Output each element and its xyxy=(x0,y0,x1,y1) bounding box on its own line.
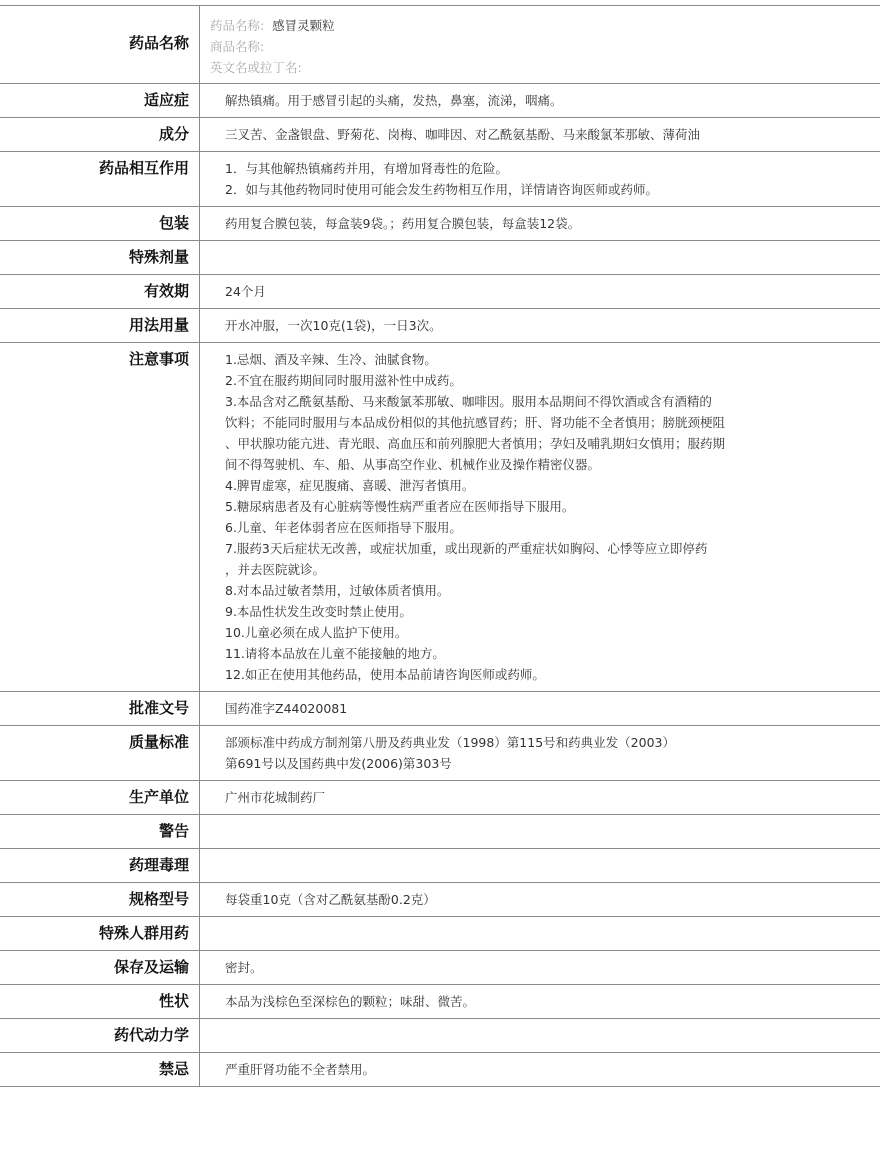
table-row xyxy=(0,726,880,781)
row-label: 性状 xyxy=(0,985,200,1018)
table-row xyxy=(0,815,880,849)
table-row xyxy=(0,275,880,309)
value-line: 三叉苦、金盏银盘、野菊花、岗梅、咖啡因、对乙酰氨基酚、马来酸氯苯那敏、薄荷油 xyxy=(225,127,701,142)
table-row xyxy=(0,343,880,692)
table-row xyxy=(0,781,880,815)
value-line: 2．如与其他药物同时使用可能会发生药物相互作用，详情请咨询医师或药师。 xyxy=(225,182,658,197)
value-line: 开水冲服，一次10克(1袋)，一日3次。 xyxy=(225,318,442,333)
value-line: 1.忌烟、酒及辛辣、生冷、油腻食物。 xyxy=(225,352,437,367)
value-line: 、甲状腺功能亢进、青光眼、高血压和前列腺肥大者慎用；孕妇及哺乳期妇女慎用；服药期 xyxy=(225,436,726,451)
row-label: 药理毒理 xyxy=(0,849,200,882)
value-line: 4.脾胃虚寒，症见腹痛、喜暖、泄泻者慎用。 xyxy=(225,478,475,493)
row-drug-name xyxy=(0,5,880,84)
row-label: 药品名称 xyxy=(0,6,200,83)
value-line: 12.如正在使用其他药品，使用本品前请咨询医师或药师。 xyxy=(225,667,545,682)
row-label: 规格型号 xyxy=(0,883,200,916)
row-value xyxy=(200,1053,880,1086)
value-line: 严重肝肾功能不全者禁用。 xyxy=(225,1062,376,1077)
value-line: 部颁标准中药成方制剂第八册及药典业发（1998）第115号和药典业发（2003） xyxy=(225,735,675,750)
value-line: 7.服药3天后症状无改善，或症状加重，或出现新的严重症状如胸闷、心悸等应立即停药 xyxy=(225,541,708,556)
row-label: 警告 xyxy=(0,815,200,848)
value-line: 2.不宜在服药期间同时服用滋补性中成药。 xyxy=(225,373,462,388)
row-label: 适应症 xyxy=(0,84,200,117)
trade-name-label: 商品名称: xyxy=(210,39,265,54)
table-row xyxy=(0,883,880,917)
value-line: 5.糖尿病患者及有心脏病等慢性病严重者应在医师指导下服用。 xyxy=(225,499,575,514)
value-line: 第691号以及国药典中发(2006)第303号 xyxy=(225,756,452,771)
row-value xyxy=(200,1019,880,1052)
row-label: 禁忌 xyxy=(0,1053,200,1086)
row-value xyxy=(200,726,880,780)
row-value xyxy=(200,985,880,1018)
generic-name-value: 感冒灵颗粒 xyxy=(272,18,335,33)
drug-info-table xyxy=(0,5,880,1087)
table-row xyxy=(0,207,880,241)
value-line: 饮料；不能同时服用与本品成份相似的其他抗感冒药；肝、肾功能不全者慎用；膀胱颈梗阻 xyxy=(225,415,726,430)
table-row xyxy=(0,241,880,275)
table-row xyxy=(0,985,880,1019)
row-label: 生产单位 xyxy=(0,781,200,814)
row-label: 质量标准 xyxy=(0,726,200,780)
table-row xyxy=(0,692,880,726)
row-value xyxy=(200,951,880,984)
table-row xyxy=(0,917,880,951)
row-label: 包装 xyxy=(0,207,200,240)
value-line: 24个月 xyxy=(225,284,266,299)
value-line: 8.对本品过敏者禁用，过敏体质者慎用。 xyxy=(225,583,450,598)
table-row xyxy=(0,118,880,152)
value-line: 10.儿童必须在成人监护下使用。 xyxy=(225,625,408,640)
row-value xyxy=(200,692,880,725)
row-label: 药代动力学 xyxy=(0,1019,200,1052)
value-line: 1．与其他解热镇痛药并用，有增加肾毒性的危险。 xyxy=(225,161,508,176)
row-value xyxy=(200,917,880,950)
value-line: 9.本品性状发生改变时禁止使用。 xyxy=(225,604,412,619)
table-row xyxy=(0,309,880,343)
row-value xyxy=(200,241,880,274)
english-name-label: 英文名或拉丁名: xyxy=(210,60,302,75)
row-value xyxy=(200,815,880,848)
table-row xyxy=(0,1053,880,1087)
generic-name-label: 药品名称: xyxy=(210,18,265,33)
row-value xyxy=(200,849,880,882)
row-value xyxy=(200,781,880,814)
generic-name-line xyxy=(210,15,860,36)
row-value xyxy=(200,6,880,83)
row-label: 成分 xyxy=(0,118,200,151)
row-value xyxy=(200,118,880,151)
row-label: 批准文号 xyxy=(0,692,200,725)
value-line: 6.儿童、年老体弱者应在医师指导下服用。 xyxy=(225,520,462,535)
value-line: 解热镇痛。用于感冒引起的头痛，发热，鼻塞，流涕，咽痛。 xyxy=(225,93,563,108)
row-value xyxy=(200,152,880,206)
value-line: ，并去医院就诊。 xyxy=(225,562,326,577)
value-line: 药用复合膜包装，每盒装9袋。；药用复合膜包装，每盒装12袋。 xyxy=(225,216,581,231)
row-label: 药品相互作用 xyxy=(0,152,200,206)
value-line: 国药准字Z44020081 xyxy=(225,701,348,716)
table-row xyxy=(0,84,880,118)
value-line: 间不得驾驶机、车、船、从事高空作业、机械作业及操作精密仪器。 xyxy=(225,457,601,472)
value-line: 每袋重10克（含对乙酰氨基酚0.2克） xyxy=(225,892,436,907)
row-value xyxy=(200,883,880,916)
row-label: 保存及运输 xyxy=(0,951,200,984)
row-value xyxy=(200,309,880,342)
row-label: 特殊人群用药 xyxy=(0,917,200,950)
row-value xyxy=(200,207,880,240)
table-row xyxy=(0,1019,880,1053)
row-label: 注意事项 xyxy=(0,343,200,691)
table-row xyxy=(0,951,880,985)
row-label: 用法用量 xyxy=(0,309,200,342)
row-label: 有效期 xyxy=(0,275,200,308)
value-line: 11.请将本品放在儿童不能接触的地方。 xyxy=(225,646,445,661)
row-value xyxy=(200,275,880,308)
row-label: 特殊剂量 xyxy=(0,241,200,274)
value-line: 3.本品含对乙酰氨基酚、马来酸氯苯那敏、咖啡因。服用本品期间不得饮酒或含有酒精的 xyxy=(225,394,712,409)
value-line: 广州市花城制药厂 xyxy=(225,790,326,805)
row-value xyxy=(200,343,880,691)
table-row xyxy=(0,152,880,207)
value-line: 密封。 xyxy=(225,960,263,975)
table-row xyxy=(0,849,880,883)
row-value xyxy=(200,84,880,117)
value-line: 本品为浅棕色至深棕色的颗粒；味甜、微苦。 xyxy=(225,994,476,1009)
